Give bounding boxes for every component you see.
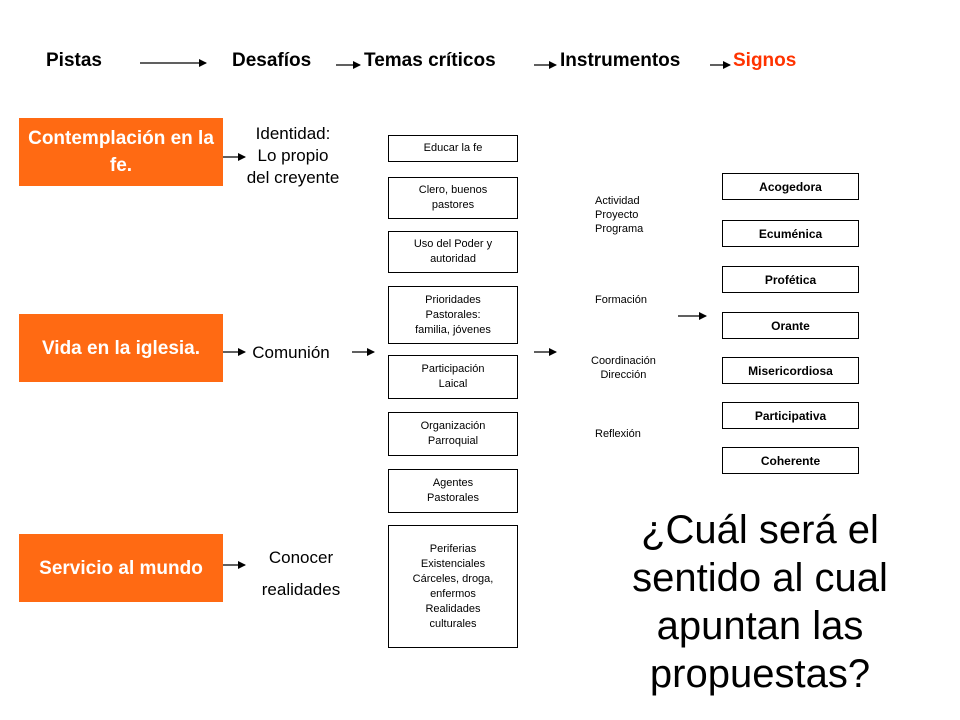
instrumento-formacion [595,293,647,307]
tema-line: Participación [421,363,485,375]
tema-line: Pastorales [427,492,479,504]
desafio-conocer-realidades [236,542,366,606]
pista-box-servicio-mundo [19,534,223,602]
tema-line: Cárceles, droga, [412,572,494,585]
question-line: ¿Cuál será el [641,508,879,552]
tema-prioridades-pastorales [388,286,518,344]
signo-misericordiosa [722,357,859,384]
signo-label: Participativa [754,408,827,423]
tema-agentes-pastorales [388,469,518,513]
tema-line: Organización [420,420,486,432]
instrumento-line: Dirección [600,369,647,381]
desafio-identidad [228,123,358,189]
tema-line: autoridad [430,253,476,265]
instrumento-actividad [595,194,643,236]
pista-label: Vida en la iglesia. [41,337,201,359]
desafio-line: Comunión [252,343,330,362]
desafio-comunion [236,342,346,364]
instrumento-line: Actividad [595,195,640,207]
question-line: apuntan las [656,604,864,648]
tema-line: Clero, buenos [418,184,488,196]
header-signos: Signos [733,50,797,71]
instrumento-line: Coordinación [591,355,656,367]
desafio-line: Identidad: [255,124,331,143]
signo-orante [722,312,859,339]
signo-label: Profética [764,272,817,287]
closing-question [600,506,920,698]
tema-line: Parroquial [427,435,479,447]
tema-line: enfermos [430,587,476,600]
tema-periferias-existenciales [388,525,518,648]
question-line: sentido al cual [632,556,888,600]
instrumento-coordinacion [591,354,656,382]
instrumento-reflexion [595,427,641,441]
tema-line: Agentes [432,477,474,489]
pista-box-contemplacion [19,118,223,186]
pista-label: Contemplación en la fe. [28,128,214,176]
tema-line: Prioridades [425,293,481,306]
desafio-line: Conocer [268,548,334,567]
tema-line: Uso del Poder y [413,238,493,250]
instrumento-line: Reflexión [595,428,641,440]
signo-label: Orante [771,318,810,333]
signo-label: Misericordiosa [748,363,833,378]
signo-ecumenica [722,220,859,247]
tema-line: Periferias [429,542,477,555]
tema-clero [388,177,518,219]
desafio-line: Lo propio [257,146,329,165]
header-temas-criticos: Temas críticos [364,50,496,71]
signo-acogedora [722,173,859,200]
tema-line: Existenciales [420,557,486,570]
signo-label: Coherente [760,453,821,468]
signo-coherente [722,447,859,474]
tema-line: culturales [429,617,477,630]
tema-line: familia, jóvenes [415,323,491,336]
tema-uso-poder [388,231,518,273]
tema-line: pastores [431,199,475,211]
tema-line: Pastorales: [425,308,481,321]
header-pistas: Pistas [46,50,102,71]
header-desafios: Desafíos [232,50,312,71]
signo-participativa [722,402,859,429]
desafio-line: del creyente [246,168,340,187]
tema-line: Laical [438,378,468,390]
instrumento-line: Formación [595,294,647,306]
tema-line: Realidades [425,602,481,615]
instrumento-line: Proyecto [595,209,639,221]
pista-label: Servicio al mundo [39,557,203,579]
tema-participacion-laical [388,355,518,399]
tema-educar-fe [388,135,518,162]
desafio-line: realidades [261,580,341,599]
header-instrumentos: Instrumentos [560,50,681,71]
tema-organizacion-parroquial [388,412,518,456]
question-line: propuestas? [649,652,871,696]
instrumento-line: Programa [595,223,644,235]
signo-label: Ecuménica [758,226,823,241]
signo-label: Acogedora [759,179,822,194]
signo-profetica [722,266,859,293]
pista-box-vida-iglesia [19,314,223,382]
tema-line: Educar la fe [423,142,483,154]
